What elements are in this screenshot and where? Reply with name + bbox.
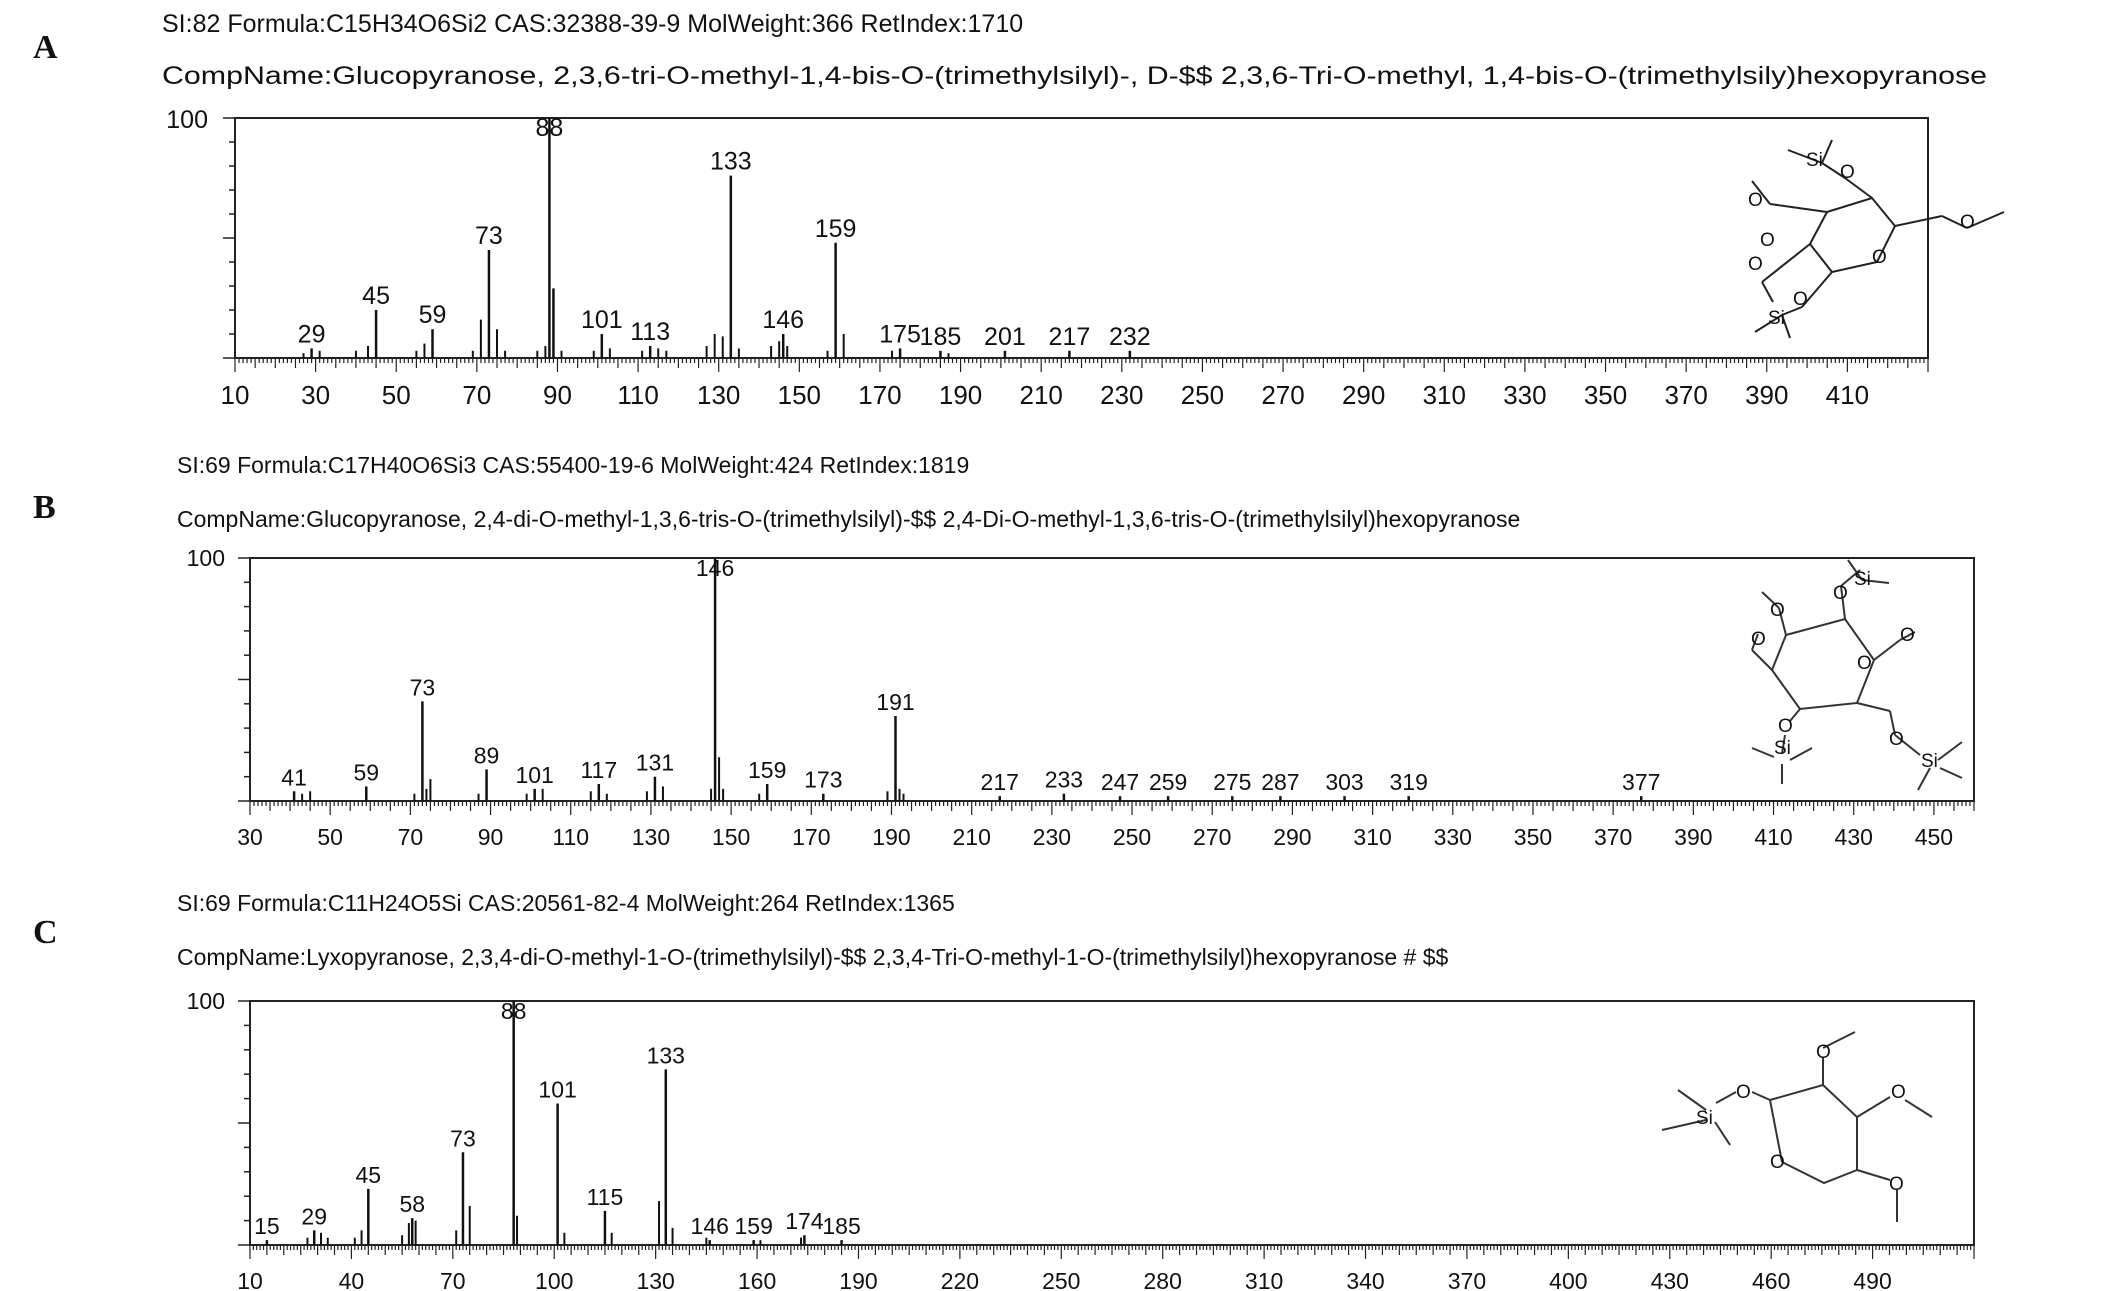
x-tick-label: 130 — [697, 380, 741, 410]
x-tick-label: 210 — [952, 824, 991, 850]
atom-label: O — [1748, 190, 1763, 211]
peak-label: 88 — [535, 114, 564, 142]
atom-label: O — [1833, 583, 1848, 604]
peak-label: 232 — [1109, 322, 1151, 351]
peak-label: 73 — [450, 1125, 476, 1152]
peak-label: 175 — [879, 320, 921, 349]
x-tick-label: 340 — [1346, 1268, 1385, 1291]
x-tick-label: 30 — [237, 824, 263, 850]
x-tick-label: 290 — [1341, 380, 1386, 410]
peak-label: 45 — [362, 282, 390, 310]
x-tick-label: 490 — [1853, 1268, 1892, 1291]
peak-label: 73 — [409, 674, 436, 701]
peak-label: 174 — [785, 1208, 824, 1235]
x-tick-label: 40 — [338, 1268, 365, 1291]
x-tick-label: 70 — [397, 824, 424, 850]
peak-label: 233 — [1044, 766, 1084, 793]
x-tick-label: 110 — [552, 824, 590, 850]
atom-label: Si — [1774, 738, 1791, 759]
x-tick-label: 230 — [1032, 824, 1072, 850]
x-tick-label: 150 — [711, 824, 751, 850]
atom-label: Si — [1768, 308, 1785, 329]
x-tick-label: 150 — [777, 380, 822, 410]
peak-label: 131 — [635, 749, 675, 776]
atom-label: Si — [1921, 751, 1938, 772]
x-tick-label: 350 — [1583, 380, 1628, 410]
x-tick-label: 190 — [872, 824, 911, 850]
compound-name: CompName:Glucopyranose, 2,4-di-O-methyl-1,3,6-tris-O-(trimethylsilyl)-$$ 2,4-Di-O-methyl-1,3,6-tris-O-(trimethylsilyl)hexopyranose — [177, 506, 1521, 532]
peak-label: 303 — [1325, 769, 1364, 796]
x-tick-label: 270 — [1261, 380, 1305, 410]
atom-label: O — [1770, 1152, 1785, 1173]
peak-label: 185 — [822, 1213, 861, 1240]
y-axis-max-label: 100 — [186, 545, 225, 571]
x-tick-label: 190 — [938, 380, 983, 410]
peak-label: 146 — [690, 1213, 729, 1240]
x-tick-label: 50 — [317, 824, 343, 850]
peak-label: 89 — [473, 742, 500, 769]
x-tick-label: 290 — [1273, 824, 1312, 850]
x-tick-label: 370 — [1664, 380, 1708, 410]
peak-label: 45 — [355, 1161, 382, 1188]
atom-label: O — [1760, 230, 1775, 251]
peak-label: 41 — [281, 764, 307, 791]
atom-label: Si — [1806, 150, 1823, 171]
peak-label: 377 — [1622, 769, 1661, 796]
peak-label: 73 — [475, 222, 503, 250]
x-tick-label: 50 — [381, 380, 411, 410]
peak-label: 101 — [515, 761, 554, 788]
peak-label: 29 — [301, 1203, 328, 1230]
x-tick-label: 400 — [1549, 1268, 1588, 1291]
peak-label: 59 — [418, 301, 447, 330]
atom-label: O — [1793, 289, 1808, 310]
peak-label: 15 — [254, 1213, 280, 1240]
compound-name: CompName:Lyxopyranose, 2,3,4-di-O-methyl-1-O-(trimethylsilyl)-$$ 2,3,4-Tri-O-methyl-1-O-(trimethylsilyl)hexopyranose # $$ — [177, 944, 1449, 970]
x-tick-label: 230 — [1100, 380, 1144, 410]
peak-label: 59 — [353, 759, 380, 786]
spectrum-header: SI:82 Formula:C15H34O6Si2 CAS:32388-39-9 MolWeight:366 RetIndex:1710 — [162, 10, 1024, 38]
panel-label: A — [33, 29, 58, 66]
atom-label: O — [1889, 1174, 1904, 1195]
peak-label: 191 — [876, 688, 915, 715]
x-tick-label: 370 — [1447, 1268, 1487, 1291]
x-tick-label: 410 — [1825, 380, 1870, 410]
atom-label: O — [1900, 625, 1915, 646]
atom-label: O — [1840, 162, 1855, 183]
peak-label: 58 — [399, 1191, 426, 1218]
peak-label: 275 — [1213, 769, 1252, 796]
atom-label: O — [1891, 1082, 1906, 1103]
peak-label: 146 — [762, 306, 805, 334]
peak-label: 133 — [646, 1042, 685, 1069]
peak-label: 287 — [1261, 769, 1300, 796]
x-tick-label: 170 — [858, 380, 902, 410]
panel-label: C — [33, 914, 58, 951]
atom-label: Si — [1854, 569, 1871, 590]
peak-label: 146 — [695, 555, 735, 581]
peak-label: 173 — [804, 766, 843, 793]
atom-label: O — [1770, 600, 1785, 621]
atom-label: Si — [1696, 1108, 1713, 1129]
x-tick-label: 10 — [220, 380, 250, 410]
peak-label: 101 — [538, 1076, 577, 1103]
atom-label: O — [1872, 247, 1887, 268]
x-tick-label: 390 — [1745, 380, 1789, 410]
atom-label: O — [1889, 729, 1904, 750]
peak-label: 201 — [984, 322, 1026, 351]
atom-label: O — [1736, 1082, 1751, 1103]
x-tick-label: 190 — [839, 1268, 878, 1291]
peak-label: 29 — [297, 320, 326, 349]
y-axis-max-label: 100 — [186, 988, 225, 1014]
x-tick-label: 270 — [1193, 824, 1232, 850]
peak-label: 259 — [1148, 769, 1188, 796]
x-tick-label: 90 — [543, 380, 572, 410]
x-tick-label: 250 — [1180, 380, 1225, 410]
atom-label: O — [1751, 629, 1766, 650]
x-tick-label: 310 — [1353, 824, 1392, 850]
x-tick-label: 130 — [631, 824, 671, 850]
peak-label: 117 — [580, 756, 618, 783]
peak-label: 159 — [748, 756, 787, 783]
peak-label: 115 — [586, 1183, 624, 1210]
compound-name: CompName:Glucopyranose, 2,3,6-tri-O-methyl-1,4-bis-O-(trimethylsilyl)-, D-$$ 2,3,6-Tri-O-methyl, 1,4-bis-O-(trimethylsily)hexopyranose — [162, 62, 1987, 90]
x-tick-label: 330 — [1503, 380, 1547, 410]
peak-label: 133 — [709, 147, 752, 176]
atom-label: O — [1778, 716, 1793, 737]
peak-label: 185 — [919, 322, 962, 351]
x-tick-label: 210 — [1019, 380, 1063, 410]
x-tick-label: 130 — [636, 1268, 675, 1291]
x-tick-label: 280 — [1143, 1268, 1182, 1291]
peak-label: 217 — [980, 769, 1019, 796]
x-tick-label: 250 — [1042, 1268, 1081, 1291]
y-axis-max-label: 100 — [166, 106, 208, 134]
x-tick-label: 170 — [792, 824, 831, 850]
x-tick-label: 330 — [1433, 824, 1472, 850]
spectrum-header: SI:69 Formula:C11H24O5Si CAS:20561-82-4 MolWeight:264 RetIndex:1365 — [177, 890, 955, 916]
peak-label: 113 — [630, 318, 671, 346]
x-tick-label: 250 — [1112, 824, 1152, 850]
x-tick-label: 220 — [940, 1268, 980, 1291]
peak-label: 101 — [580, 306, 623, 334]
peak-label: 319 — [1389, 769, 1428, 796]
x-tick-label: 90 — [477, 824, 504, 850]
peak-label: 88 — [500, 998, 527, 1024]
x-tick-label: 100 — [535, 1268, 574, 1291]
panel-label: B — [33, 489, 56, 526]
x-tick-label: 430 — [1650, 1268, 1689, 1291]
x-tick-label: 310 — [1422, 380, 1466, 410]
peak-label: 217 — [1048, 322, 1091, 351]
x-tick-label: 110 — [617, 380, 659, 410]
x-tick-label: 460 — [1751, 1268, 1791, 1291]
x-tick-label: 450 — [1914, 824, 1954, 850]
peak-label: 247 — [1100, 769, 1140, 796]
x-tick-label: 70 — [440, 1268, 466, 1291]
x-tick-label: 310 — [1244, 1268, 1284, 1291]
peak-label: 159 — [734, 1213, 773, 1240]
x-tick-label: 10 — [237, 1268, 263, 1291]
x-tick-label: 160 — [737, 1268, 777, 1291]
x-tick-label: 370 — [1593, 824, 1633, 850]
peak-label: 159 — [814, 214, 857, 243]
spectrum-header: SI:69 Formula:C17H40O6Si3 CAS:55400-19-6 MolWeight:424 RetIndex:1819 — [177, 452, 970, 478]
x-tick-label: 430 — [1834, 824, 1873, 850]
atom-label: O — [1816, 1042, 1831, 1063]
x-tick-label: 70 — [462, 380, 492, 410]
x-tick-label: 30 — [301, 380, 331, 410]
atom-label: O — [1960, 212, 1975, 233]
x-tick-label: 390 — [1674, 824, 1713, 850]
atom-label: O — [1857, 653, 1872, 674]
x-tick-label: 350 — [1513, 824, 1553, 850]
x-tick-label: 410 — [1754, 824, 1793, 850]
atom-label: O — [1748, 254, 1763, 275]
